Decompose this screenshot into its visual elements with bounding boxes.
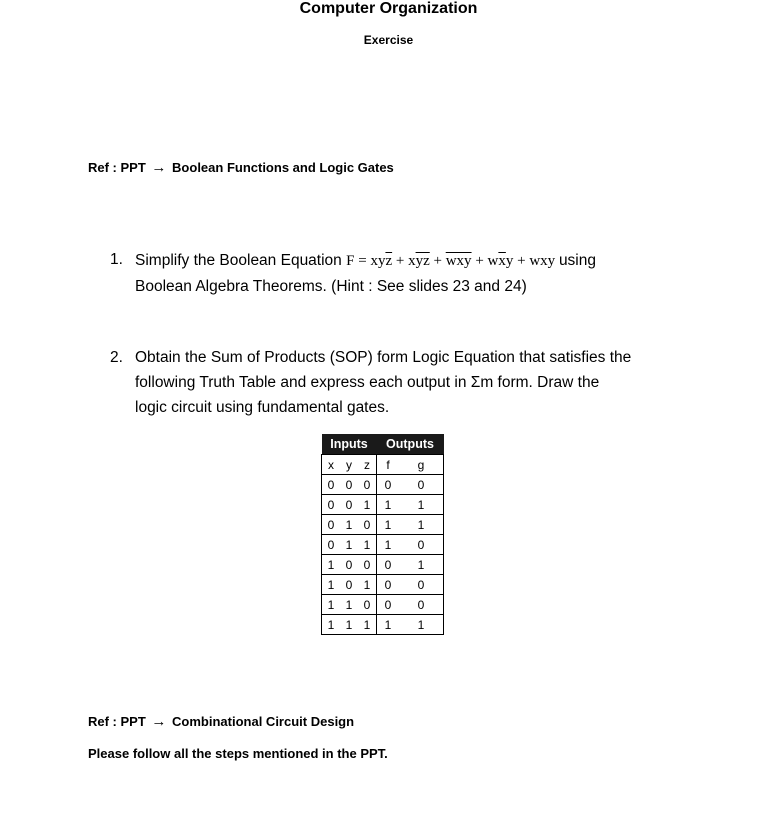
cell-z: 0 <box>358 515 377 535</box>
cell-y: 1 <box>340 595 358 615</box>
cell-f: 0 <box>377 475 400 495</box>
eq-term-4-a: w <box>487 253 499 269</box>
eq-term-2-a: x <box>408 253 416 269</box>
cell-z: 0 <box>358 555 377 575</box>
cell-g: 1 <box>399 555 444 575</box>
truth-table <box>321 434 444 635</box>
table-row <box>322 515 444 535</box>
cell-f: 1 <box>377 615 400 635</box>
cell-g: 1 <box>399 615 444 635</box>
inputs-header: Inputs <box>322 434 377 455</box>
cell-y: 0 <box>340 555 358 575</box>
cell-x: 0 <box>322 495 341 515</box>
question-1-text <box>135 248 596 299</box>
eq-plus-4: + <box>517 253 526 269</box>
cell-z: 0 <box>358 595 377 615</box>
column-header-g: g <box>399 455 444 475</box>
cell-f: 0 <box>377 575 400 595</box>
ref-topic: Boolean Functions and Logic Gates <box>172 160 394 175</box>
cell-y: 1 <box>340 515 358 535</box>
boolean-equation <box>346 253 559 269</box>
eq-plus-1: + <box>395 253 405 269</box>
question-1-line-2: Boolean Algebra Theorems. (Hint : See slides 23 and 24) <box>135 278 527 295</box>
eq-term-5: wxy <box>529 253 556 269</box>
page-title: Computer Organization <box>299 0 478 17</box>
cell-g: 1 <box>399 515 444 535</box>
cell-z: 1 <box>358 575 377 595</box>
cell-z: 0 <box>358 475 377 495</box>
table-row <box>322 595 444 615</box>
q1-text-after: using <box>558 252 596 269</box>
cell-y: 1 <box>340 535 358 555</box>
cell-y: 1 <box>340 615 358 635</box>
question-2-number: 2. <box>110 349 123 366</box>
reference-boolean-functions <box>88 159 394 176</box>
cell-g: 0 <box>399 475 444 495</box>
outputs-header: Outputs <box>377 434 444 455</box>
eq-term-1-b: $\overline{z}$ <box>385 253 393 269</box>
cell-z: 1 <box>358 535 377 555</box>
cell-x: 1 <box>322 575 341 595</box>
eq-term-2-b: $\overline{yz}$ <box>415 253 430 269</box>
ref-prefix: Ref : PPT <box>88 160 146 175</box>
eq-equals: = <box>358 253 367 269</box>
cell-z: 1 <box>358 495 377 515</box>
table-row <box>322 495 444 515</box>
cell-f: 1 <box>377 495 400 515</box>
cell-x: 1 <box>322 555 341 575</box>
column-header-z: z <box>358 455 377 475</box>
table-row <box>322 475 444 495</box>
question-1-number: 1. <box>110 251 123 268</box>
q1-text-before: Simplify the Boolean Equation <box>135 252 342 269</box>
eq-term-4-c: y <box>505 253 514 269</box>
eq-term-3: $\overline{wxy}$ <box>445 253 472 269</box>
right-arrow-icon: → <box>151 713 167 730</box>
question-2-text <box>135 345 631 420</box>
cell-y: 0 <box>340 575 358 595</box>
question-1-line-1 <box>135 248 596 274</box>
cell-f: 0 <box>377 555 400 575</box>
table-row <box>322 575 444 595</box>
table-row <box>322 535 444 555</box>
ref-topic: Combinational Circuit Design <box>172 714 355 729</box>
truth-table-column-header <box>322 455 444 475</box>
cell-g: 0 <box>399 575 444 595</box>
table-row <box>322 555 444 575</box>
ref-prefix: Ref : PPT <box>88 714 146 729</box>
page-subtitle: Exercise <box>363 33 414 47</box>
column-header-f: f <box>377 455 400 475</box>
cell-z: 1 <box>358 615 377 635</box>
table-row <box>322 615 444 635</box>
instruction-note: Please follow all the steps mentioned in the PPT. <box>88 746 388 761</box>
eq-plus-2: + <box>433 253 442 269</box>
question-2-line-2: following Truth Table and express each output in Σm form. Draw the <box>135 374 600 391</box>
cell-x: 0 <box>322 535 341 555</box>
eq-term-1-a: xy <box>370 253 386 269</box>
cell-g: 1 <box>399 495 444 515</box>
question-2-line-3: logic circuit using fundamental gates. <box>135 399 390 416</box>
question-2-line-1: Obtain the Sum of Products (SOP) form Logic Equation that satisfies the <box>135 349 632 366</box>
column-header-x: x <box>322 455 341 475</box>
cell-x: 0 <box>322 515 341 535</box>
truth-table-group-header <box>322 434 444 455</box>
eq-f: F <box>346 253 355 269</box>
cell-g: 0 <box>399 595 444 615</box>
reference-combinational-design <box>88 713 354 730</box>
cell-x: 1 <box>322 615 341 635</box>
cell-x: 1 <box>322 595 341 615</box>
eq-term-4-b: $\overline{x}$ <box>498 253 506 269</box>
cell-f: 1 <box>377 515 400 535</box>
column-header-y: y <box>340 455 358 475</box>
right-arrow-icon: → <box>151 159 167 176</box>
cell-x: 0 <box>322 475 341 495</box>
cell-f: 0 <box>377 595 400 615</box>
cell-g: 0 <box>399 535 444 555</box>
cell-y: 0 <box>340 475 358 495</box>
cell-y: 0 <box>340 495 358 515</box>
cell-f: 1 <box>377 535 400 555</box>
eq-plus-3: + <box>475 253 484 269</box>
